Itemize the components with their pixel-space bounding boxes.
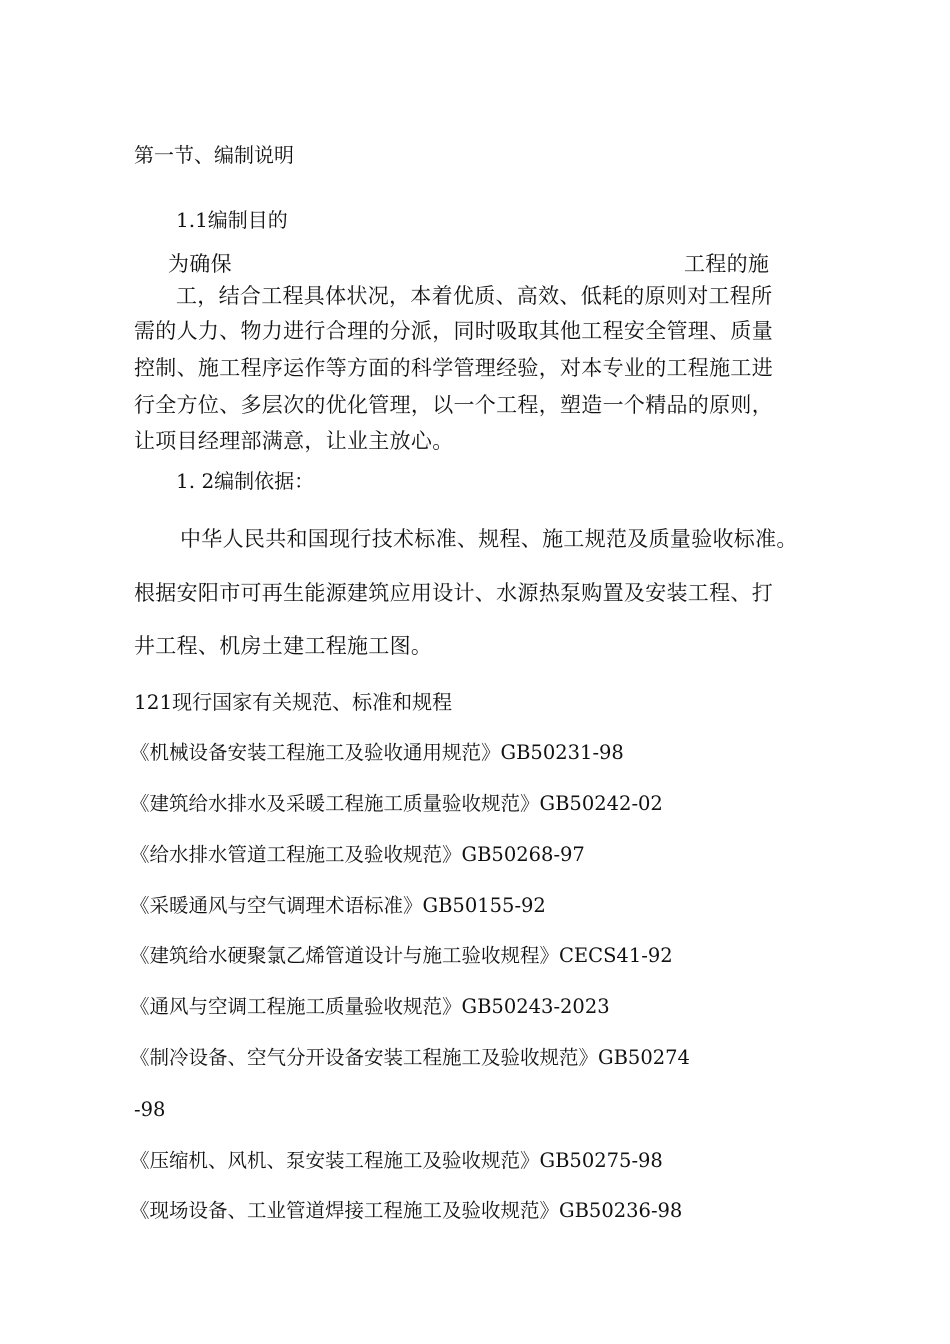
reference-item: 《现场设备、工业管道焊接工程施工及验收规范》GB50236-98 (130, 1199, 683, 1222)
subsection-heading-1-2-1: 121现行国家有关规范、标准和规程 (134, 690, 453, 714)
paragraph-line: 根据安阳市可再生能源建筑应用设计、水源热泵购置及安装工程、打 (134, 581, 773, 605)
paragraph-line-right: 工程的施 (684, 252, 770, 276)
reference-item: 《通风与空调工程施工质量验收规范》GB50243-2023 (130, 995, 610, 1018)
reference-item: 《建筑给水硬聚氯乙烯管道设计与施工验收规程》CECS41-92 (130, 944, 673, 967)
paragraph-line: 井工程、机房土建工程施工图。 (134, 634, 433, 658)
subsection-heading-1-1: 1.1编制目的 (176, 208, 288, 232)
reference-item: 《压缩机、风机、泵安装工程施工及验收规范》GB50275-98 (130, 1149, 663, 1172)
paragraph-line: 需的人力、物力进行合理的分派，同时吸取其他工程安全管理、质量 (134, 319, 773, 343)
paragraph-line-left: 为确保 (168, 252, 232, 276)
reference-item: 《采暖通风与空气调理术语标准》GB50155-92 (130, 894, 546, 917)
paragraph-line: 让项目经理部满意，让业主放心。 (134, 429, 454, 453)
reference-item: 《给水排水管道工程施工及验收规范》GB50268-97 (130, 843, 585, 866)
paragraph-line: 控制、施工程序运作等方面的科学管理经验，对本专业的工程施工进 (134, 356, 773, 380)
paragraph-line: 工，结合工程具体状况，本着优质、高效、低耗的原则对工程所 (176, 284, 773, 308)
reference-item: 《建筑给水排水及采暖工程施工质量验收规范》GB50242-02 (130, 792, 663, 815)
reference-item: 《机械设备安装工程施工及验收通用规范》GB50231-98 (130, 741, 624, 764)
reference-item: 《制冷设备、空气分开设备安装工程施工及验收规范》GB50274 (130, 1046, 690, 1069)
subsection-heading-1-2: 1. 2编制依据： (176, 469, 315, 493)
reference-item-continued: -98 (134, 1098, 166, 1121)
paragraph-line: 行全方位、多层次的优化管理，以一个工程，塑造一个精品的原则， (134, 393, 773, 417)
section-title: 第一节、编制说明 (134, 143, 294, 167)
paragraph-line: 中华人民共和国现行技术标准、规程、施工规范及质量验收标准。 (180, 527, 798, 551)
